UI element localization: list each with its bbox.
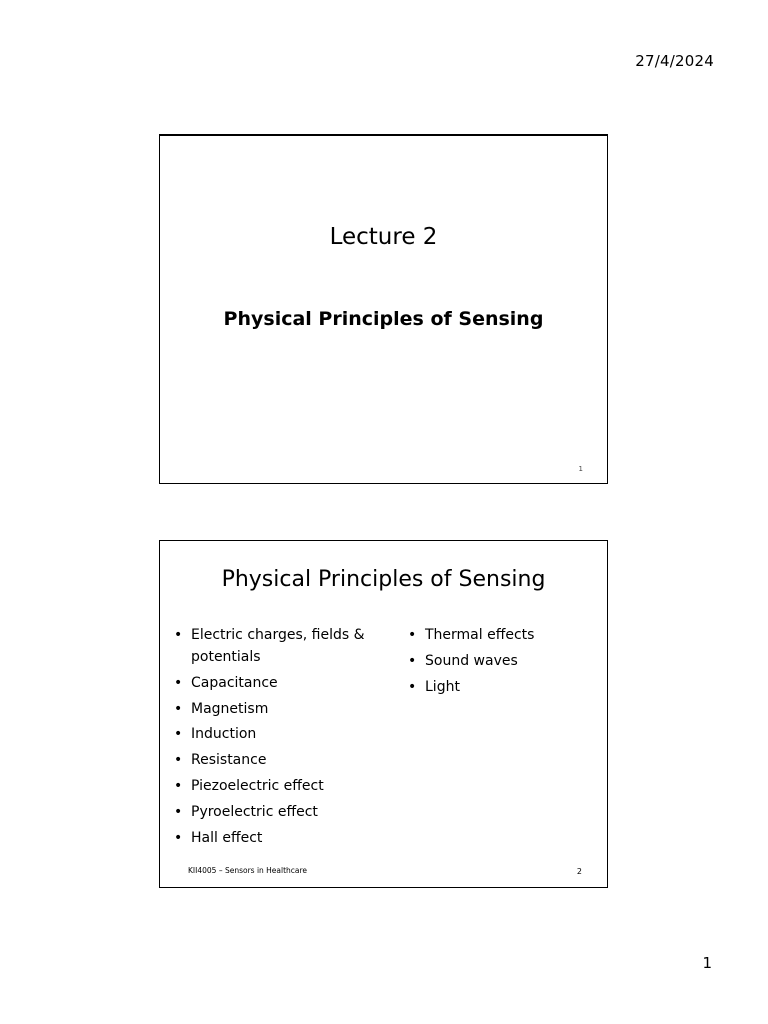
bullet-item: • Electric charges, fields & potentials [172, 624, 392, 668]
slide-number: 2 [576, 867, 582, 876]
slide-title: Physical Principles of Sensing [221, 567, 546, 592]
bullet-list-right [406, 624, 596, 701]
page-date: 27/4/2024 [635, 52, 714, 70]
bullet-item: • Pyroelectric effect [172, 801, 392, 823]
bullet-list-left [172, 624, 392, 852]
slide-number: 1 [578, 465, 583, 473]
slide-subtitle: Physical Principles of Sensing [223, 308, 544, 330]
bullet-item: • Induction [172, 723, 392, 745]
page-number: 1 [702, 954, 712, 972]
bullet-item: • Resistance [172, 749, 392, 771]
bullet-item: • Thermal effects [406, 624, 596, 646]
slide-footer: KII4005 – Sensors in Healthcare [188, 866, 308, 875]
slide-2 [159, 540, 608, 888]
bullet-item: • Light [406, 676, 596, 698]
bullet-item: • Piezoelectric effect [172, 775, 392, 797]
bullet-item: • Capacitance [172, 672, 392, 694]
bullet-item: • Sound waves [406, 650, 596, 672]
slide-title: Lecture 2 [329, 224, 438, 250]
bullet-item: • Magnetism [172, 698, 392, 720]
bullet-item: • Hall effect [172, 827, 392, 849]
slide-1 [159, 134, 608, 484]
